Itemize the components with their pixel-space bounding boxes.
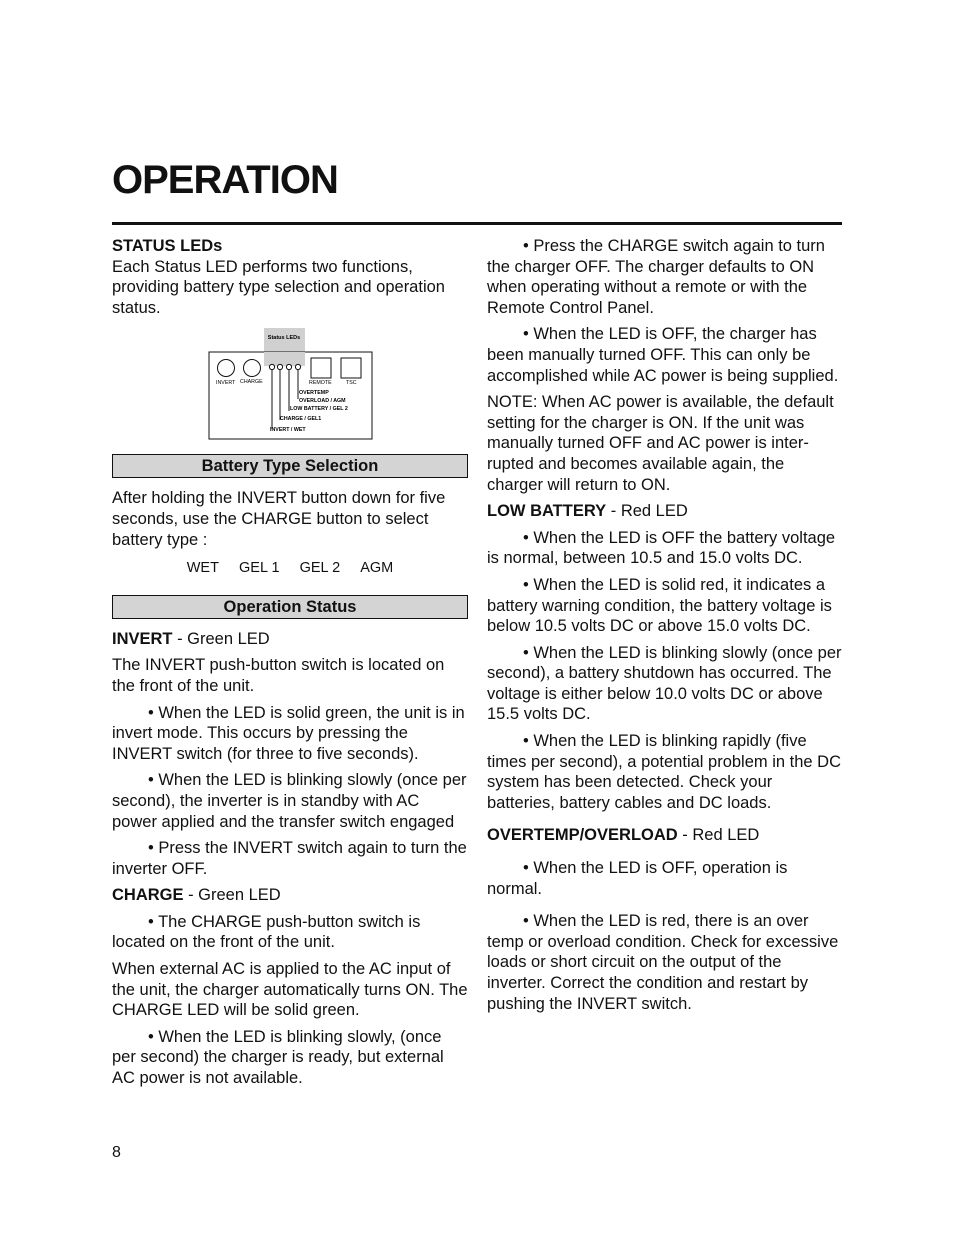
charge-paragraph: • When the LED is OFF, the charger has been manually turned OFF. This can only be accomplished while AC power is being supplied. — [487, 325, 839, 385]
status-leds-header: Status LEDs — [267, 335, 301, 342]
tsc-button — [341, 358, 361, 378]
panel-diagram-svg — [112, 328, 468, 440]
remote-button — [311, 358, 331, 378]
overtemp-paragraph: • When the LED is OFF, operation is normal. — [487, 859, 788, 898]
charge-paragraph: When external AC is applied to the AC input of the unit, the charger automatically turns ON. The CHARGE LED will be solid green. — [112, 960, 468, 1020]
low-battery-paragraph: • When the LED is blinking rapidly (five times per second), a potential problem in the DC system has been detected. Check your batteries, battery cables and DC loads. — [487, 732, 842, 812]
invert-paragraph: The INVERT push-button switch is located on the front of the unit. — [112, 656, 445, 695]
invert-heading — [112, 629, 468, 650]
low-battery-paragraph: • When the LED is blinking slowly (once per second), a battery shutdown has occurred. The voltage is either below 10.0 volts DC or above 15.5 volts DC. — [487, 643, 842, 724]
remote-button-label: REMOTE — [309, 380, 332, 387]
low-battery-paragraph: • When the LED is OFF the battery voltage is normal, between 10.5 and 15.0 volts DC. — [487, 528, 836, 568]
battery-type: GEL 2 — [299, 560, 341, 577]
charge-heading — [112, 885, 468, 906]
led-overtemp-overload-agm — [295, 365, 300, 370]
charge-heading-label: CHARGE — [112, 886, 184, 905]
right-column — [487, 236, 843, 1020]
invert-paragraph: • When the LED is blinking slowly (once per second), the inverter is in standby with AC power applied and the transfer switch engaged — [112, 771, 467, 831]
status-leds-heading: STATUS LEDs — [112, 237, 223, 255]
note-paragraph: NOTE: When AC power is available, the default setting for the charger is ON. If the unit was manually turned OFF and AC power is inter-rupted and becomes available again, the charger will return to ON. — [487, 393, 834, 494]
overload-agm-label: OVERLOAD / AGM — [299, 398, 346, 405]
status-leds-text: Each Status LED performs two functions, providing battery type selection and operation status. — [112, 257, 445, 317]
charge-button — [244, 360, 261, 377]
overtemp-heading-rest: - Red LED — [677, 826, 760, 845]
low-battery-heading — [487, 501, 843, 522]
led-invert-wet — [269, 365, 274, 370]
invert-button — [218, 360, 235, 377]
page-title: OPERATION — [112, 158, 338, 202]
overtemp-paragraph: • When the LED is red, there is an over temp or overload condition. Check for excessive loads or short circuit on the output of the inverter. Correct the condition and restart by pushing the INVERT switch. — [487, 912, 839, 1013]
overtemp-label: OVERTEMP — [299, 390, 329, 397]
charge-button-label: CHARGE — [240, 379, 263, 386]
invert-wet-label: INVERT / WET — [270, 427, 306, 434]
led-low-battery-gel2 — [286, 365, 291, 370]
title-rule — [112, 222, 842, 225]
status-leds-shade — [264, 352, 305, 366]
status-leds-diagram — [112, 328, 468, 440]
invert-heading-label: INVERT — [112, 629, 173, 648]
tsc-button-label: TSC — [346, 380, 357, 387]
battery-type: AGM — [360, 560, 394, 577]
low-battery-heading-label: LOW BATTERY — [487, 502, 607, 521]
low-battery-heading-rest: - Red LED — [606, 502, 688, 521]
charge-heading-rest: - Green LED — [183, 886, 281, 905]
low-battery-gel2-label: LOW BATTERY / GEL 2 — [290, 406, 348, 413]
overtemp-heading-label: OVERTEMP/OVERLOAD — [487, 826, 678, 845]
low-battery-paragraph: • When the LED is solid red, it indicates a battery warning condition, the battery voltage is below 10.5 volts DC or above 15.0 volts DC. — [487, 575, 832, 636]
invert-heading-rest: - Green LED — [172, 629, 270, 648]
operation-status-band: Operation Status — [112, 595, 468, 619]
charge-paragraph: • Press the CHARGE switch again to turn the charger OFF. The charger defaults to ON when operating without a remote or with the Remote Control Panel. — [487, 237, 825, 317]
led-charge-gel1 — [277, 365, 282, 370]
battery-type-text: After holding the INVERT button down for five seconds, use the CHARGE button to select battery type : — [112, 489, 446, 549]
battery-type: WET — [186, 560, 219, 577]
battery-type-band: Battery Type Selection — [112, 454, 468, 478]
invert-paragraph: • When the LED is solid green, the unit is in invert mode. This occurs by pressing the INVERT switch (for three to five seconds). — [112, 703, 465, 763]
invert-paragraph: • Press the INVERT switch again to turn the inverter OFF. — [112, 839, 467, 878]
charge-gel1-label: CHARGE / GEL1 — [280, 416, 322, 423]
left-column — [112, 236, 468, 1095]
invert-button-label: INVERT — [216, 380, 236, 387]
battery-types — [112, 558, 468, 579]
battery-type: GEL 1 — [239, 560, 280, 577]
charge-paragraph: • The CHARGE push-button switch is located on the front of the unit. — [112, 912, 421, 952]
overtemp-heading — [487, 825, 843, 846]
charge-paragraph: • When the LED is blinking slowly, (once per second) the charger is ready, but external AC power is not available. — [112, 1027, 444, 1088]
page-number: 8 — [112, 1144, 121, 1161]
